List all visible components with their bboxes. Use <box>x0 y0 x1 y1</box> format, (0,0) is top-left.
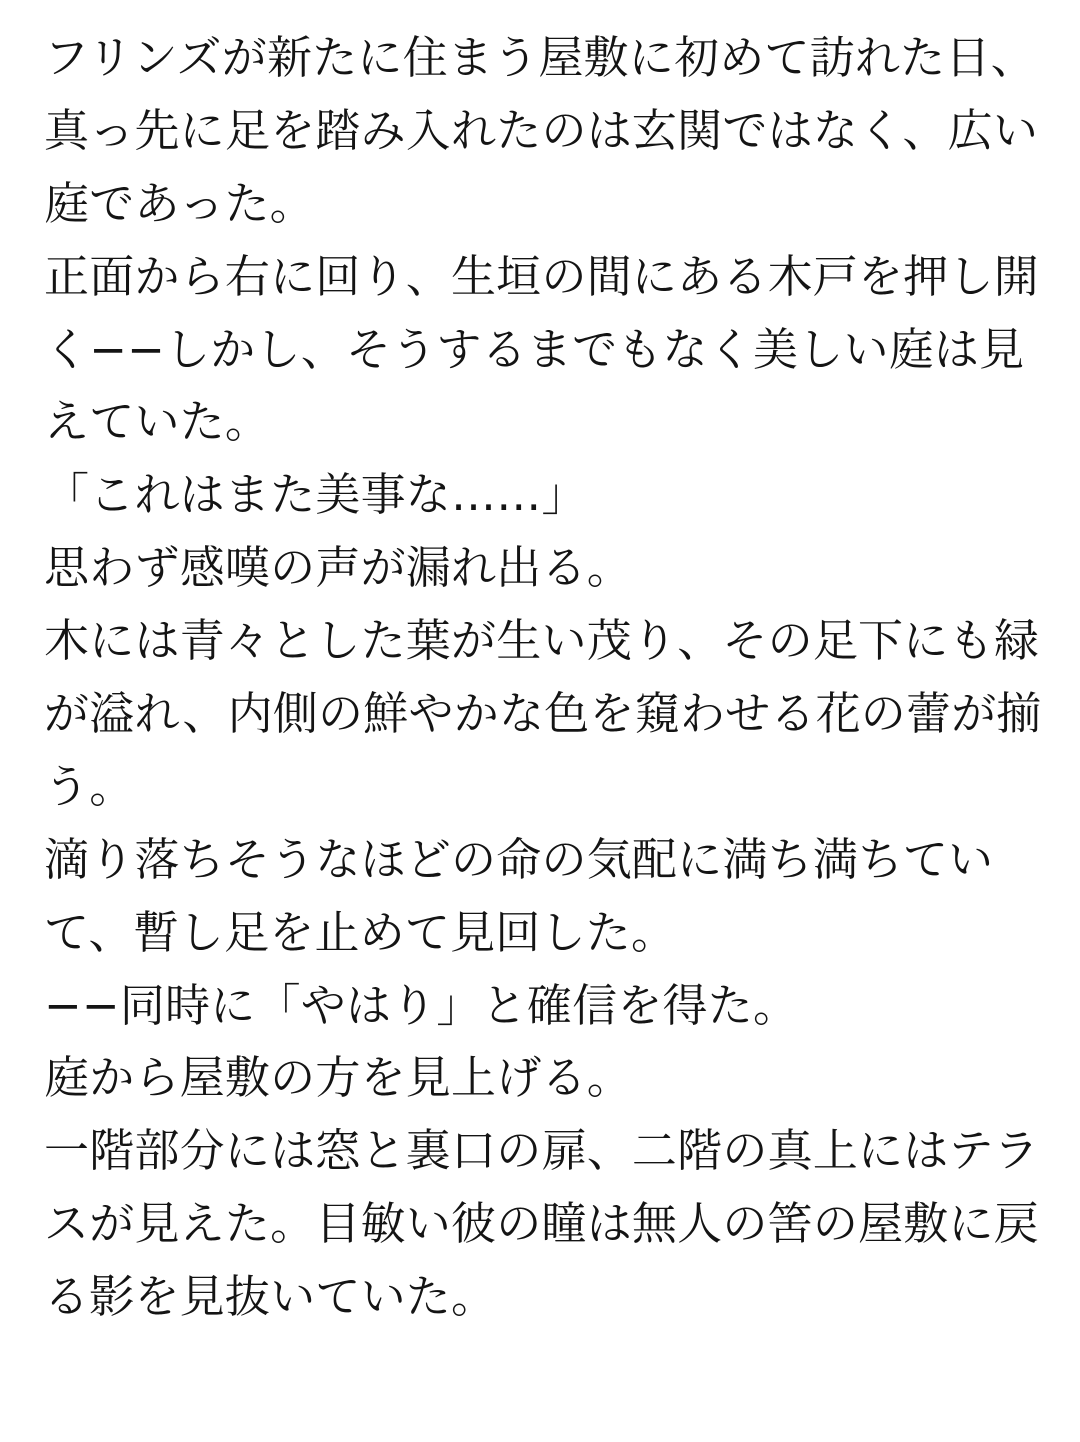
paragraph: 木には青々とした葉が生い茂り、その足下にも緑が溢れ、内側の鮮やかな色を窺わせる花の蕾が揃う。 <box>44 614 1042 813</box>
paragraph: 正面から右に回り、生垣の間にある木戸を押し開く−−しかし、そうするまでもなく美しい庭は見えていた。 <box>44 249 1039 449</box>
paragraph: 「これはまた美事な……」 <box>44 468 587 522</box>
paragraph: 滴り落ちそうなほどの命の気配に満ち満ちていて、暫し足を止めて見回した。 <box>44 832 994 959</box>
paragraph: 庭から屋敷の方を見上げる。 <box>44 1051 632 1105</box>
paragraph: −−同時に「やはり」と確信を得た。 <box>44 978 799 1032</box>
novel-body-text <box>44 22 1044 1334</box>
paragraph: 一階部分には窓と裏口の扉、二階の真上にはテラスが見えた。目敏い彼の瞳は無人の筈の屋敷に戻る影を見抜いていた。 <box>44 1124 1039 1324</box>
paragraph: 思わず感嘆の声が漏れ出る。 <box>44 541 632 595</box>
paragraph: フリンズが新たに住まう屋敷に初めて訪れた日、真っ先に足を踏み入れたのは玄関ではなく、広い庭であった。 <box>44 31 1039 230</box>
